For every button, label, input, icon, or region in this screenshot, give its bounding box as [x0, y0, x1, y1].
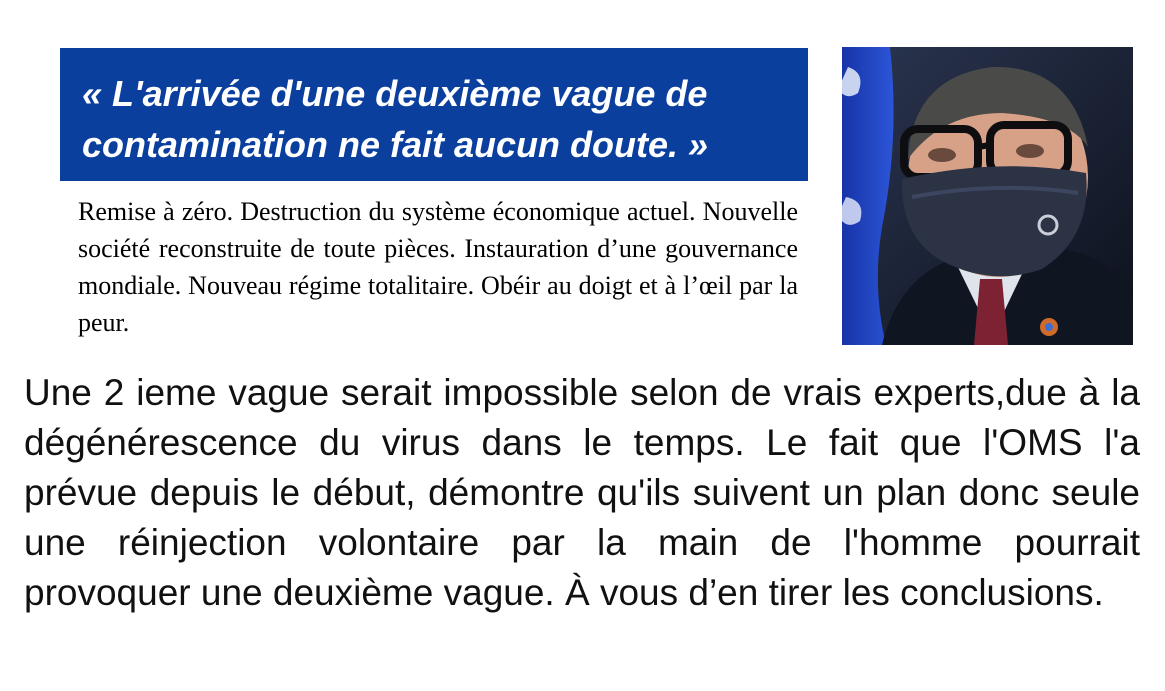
subtext-paragraph: Remise à zéro. Destruction du système économique actuel. Nouvelle société reconstruite de toute pièces. Instauration d’une gouvernance mondiale. Nouveau régime totalitaire. Obéir au doigt et à l’œil par la peur.: [78, 197, 798, 337]
portrait-photo: [842, 47, 1133, 345]
headline-line-1: « L'arrivée d'une deuxième vague de: [82, 73, 708, 114]
headline-line-2: contamination ne fait aucun doute. »: [82, 124, 709, 165]
masked-man-portrait-icon: [842, 47, 1133, 345]
quote-banner: [60, 48, 808, 181]
body-paragraph: Une 2 ieme vague serait impossible selon de vrais experts,due à la dégénérescence du virus dans le temps. Le fait que l'OMS l'a prévue depuis le début, démontre qu'ils suivent un plan donc seule une réinjection volontaire par la main de l'homme pourrait provoquer une deuxième vague. À vous d’en tirer les conclusions.: [24, 372, 1140, 613]
